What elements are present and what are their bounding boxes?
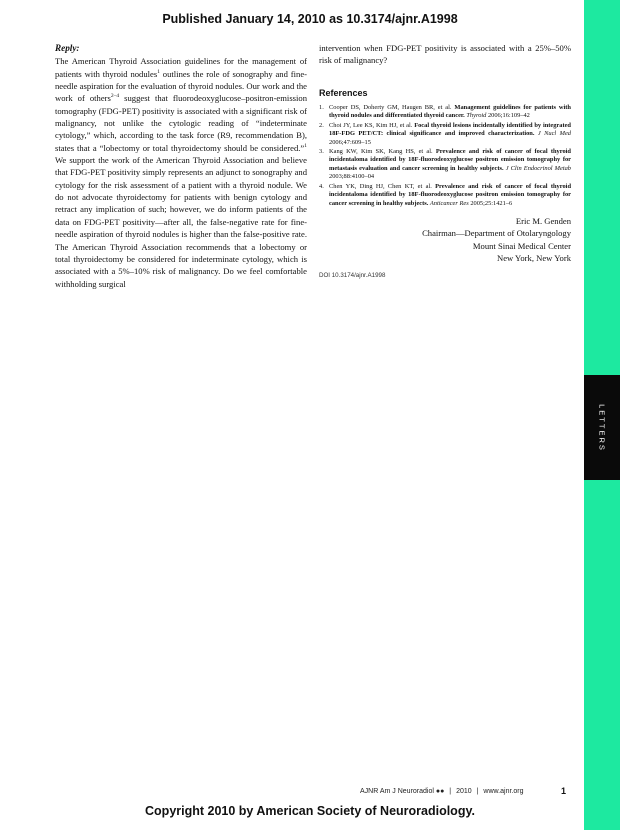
reference-item <box>319 104 571 121</box>
reference-number: 2. <box>319 121 324 129</box>
body-paragraph-continued: intervention when FDG-PET positivity is associated with a 25%–50% risk of malignancy? <box>319 43 571 66</box>
references-heading: References <box>319 87 368 98</box>
letters-tab-label: LETTERS <box>597 403 607 452</box>
reference-title: Prevalence and risk of cancer of focal thyroid incidentaloma identified by 18F-fluorodeoxyglucose positron emission tomography for metastasis evaluation and cancer screening in healthy subjects. <box>329 148 571 172</box>
body-text-b: outlines the role of sonography and fine-needle aspiration for the evaluation of thyroid nodules. Our work and the work of others <box>55 68 307 104</box>
reference-item <box>319 122 571 147</box>
doi-label: DOI 10.3174/ajnr.A1998 <box>319 272 386 280</box>
citation-2-4: 2–4 <box>110 93 120 100</box>
letter-body-continued <box>319 42 571 67</box>
author-title: Chairman—Department of Otolaryngology <box>422 228 571 239</box>
letters-tab <box>584 375 620 480</box>
reference-details: 2005;25:1421–6 <box>468 199 513 207</box>
reference-number: 1. <box>319 104 324 112</box>
reference-journal: Thyroid <box>464 112 487 120</box>
copyright-banner: Copyright 2010 by American Society of Neuroradiology. <box>145 804 475 818</box>
body-text-d: We support the work of the American Thyroid Association and believe that FDG-PET positivity simply represents an adjunct to sonography and cytology for the risk assessment of a patient with a thyroid nodule. We do not advocate thyroidectomy for patients with benign cytology and retract any implication of such; however, we do inform patients of the data on FDG-PET positivity—after all, the false-negative rate for fine-needle aspiration of thyroid nodules is higher than the false-positive rate. The American Thyroid Association recommends that a lobectomy or total thyroidectomy be considered for indeterminate cytology, which is associated with a 5%–10% risk of malignancy. Do we feel comfortable withholding surgical <box>55 155 307 289</box>
reference-title: Focal thyroid lesions incidentally identified by integrated 18F-FDG PET/CT: clinical significance and improved characterization. <box>329 121 571 138</box>
reference-number: 3. <box>319 148 324 156</box>
references-list <box>319 104 571 208</box>
citation-1b: 1 <box>304 142 307 149</box>
reference-authors: Kang KW, Kim SK, Kang HS, et al. <box>329 148 436 156</box>
left-column <box>55 42 307 290</box>
footer-separator: | <box>449 788 452 795</box>
footer-site[interactable]: www.ajnr.org <box>483 788 524 795</box>
body-paragraph <box>55 55 307 290</box>
reference-journal: J Clin Endocrinol Metab <box>503 164 571 172</box>
reference-authors: Chen YK, Ding HJ, Chen KT, et al. <box>329 182 436 190</box>
footer-journal: AJNR Am J Neuroradiol <box>360 788 434 795</box>
reference-details: 2006;47:609–15 <box>329 138 371 146</box>
reference-journal: J Nucl Med <box>534 130 571 138</box>
reference-title: Management guidelines for patients with thyroid nodules and differentiated thyroid cancer. <box>329 104 571 120</box>
body-text-a: The American Thyroid Association guidelines for the management of patients with thyroid nodules <box>55 56 307 79</box>
reference-authors: Choi JY, Lee KS, Kim HJ, et al. <box>329 121 415 129</box>
author-institution: Mount Sinai Medical Center <box>472 240 571 251</box>
letter-body <box>55 55 307 290</box>
journal-footer <box>360 788 523 795</box>
reference-details: 2003;88:4100–04 <box>329 173 375 181</box>
reference-item <box>319 183 571 208</box>
footer-separator: | <box>476 788 479 795</box>
author-location: New York, New York <box>496 252 571 263</box>
page-number: 1 <box>561 786 567 796</box>
reply-heading: Reply: <box>55 43 80 53</box>
right-column <box>319 42 571 282</box>
reference-details: 2006;16:109–42 <box>486 112 530 120</box>
reference-number: 4. <box>319 182 324 190</box>
author-name: Eric M. Genden <box>515 215 571 226</box>
reference-authors: Cooper DS, Doherty GM, Haugen BR, et al. <box>329 104 455 112</box>
footer-year: 2010 <box>456 788 472 795</box>
reference-title: Prevalence and risk of cancer of focal thyroid incidentaloma identified by 18F-fluorodeoxyglucose positron emission tomography for cancer screening in healthy subjects. <box>329 182 571 207</box>
reference-item <box>319 148 571 182</box>
signature-block <box>319 215 571 264</box>
footer-dots: ●● <box>435 788 445 795</box>
published-banner: Published January 14, 2010 as 10.3174/ajnr.A1998 <box>162 12 458 26</box>
reference-journal: Anticancer Res <box>428 199 469 207</box>
body-text-c: suggest that fluorodeoxyglucose–positron-emission tomography (FDG-PET) positivity is associated with a significant risk of malignancy, not unlike the cytologic reading of “indeterminate cytology,” which, according to the task force (R9, recommendation B), states that a “lobectomy or total thyroidectomy should be considered.” <box>55 93 307 153</box>
citation-1: 1 <box>157 68 160 75</box>
